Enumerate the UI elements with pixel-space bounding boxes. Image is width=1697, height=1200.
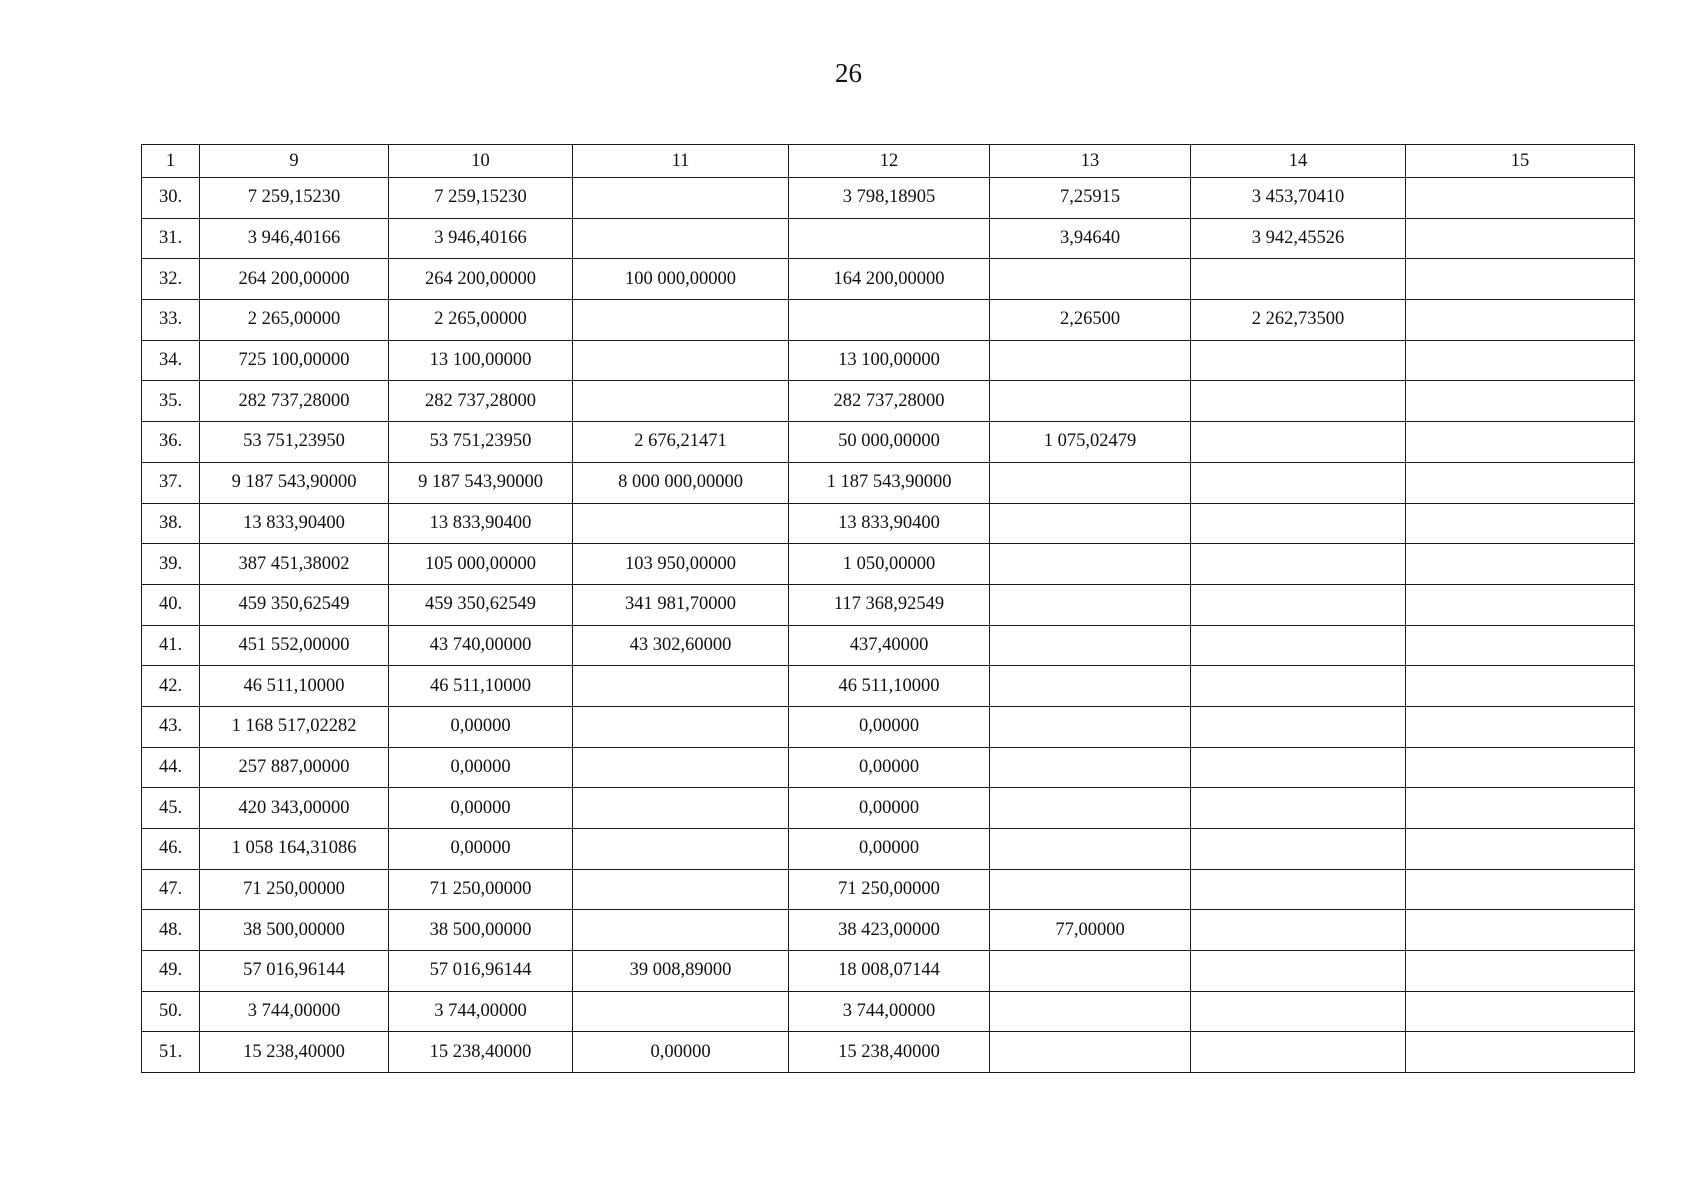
table-cell: 105 000,00000 — [389, 544, 573, 585]
table-cell: 7 259,15230 — [200, 178, 389, 219]
row-number-cell: 42. — [142, 666, 200, 707]
table-cell: 282 737,28000 — [200, 381, 389, 422]
table-cell — [1191, 381, 1406, 422]
row-number-cell: 49. — [142, 951, 200, 992]
table-cell — [990, 544, 1191, 585]
table-row — [142, 422, 1635, 463]
table-cell — [1191, 951, 1406, 992]
table-cell — [1406, 869, 1635, 910]
table-cell — [789, 300, 990, 341]
table-cell — [573, 381, 789, 422]
table-cell: 103 950,00000 — [573, 544, 789, 585]
table-cell: 13 833,90400 — [789, 503, 990, 544]
column-header: 11 — [573, 145, 789, 178]
table-cell: 3,94640 — [990, 218, 1191, 259]
table-cell: 100 000,00000 — [573, 259, 789, 300]
row-number-cell: 34. — [142, 340, 200, 381]
table-cell — [573, 340, 789, 381]
table-cell: 282 737,28000 — [789, 381, 990, 422]
column-header: 9 — [200, 145, 389, 178]
table-cell: 1 050,00000 — [789, 544, 990, 585]
table-cell — [990, 991, 1191, 1032]
table-cell — [1191, 910, 1406, 951]
table-cell — [1406, 178, 1635, 219]
table-cell — [1406, 503, 1635, 544]
table-cell: 15 238,40000 — [200, 1032, 389, 1073]
table-cell: 437,40000 — [789, 625, 990, 666]
table-cell: 46 511,10000 — [200, 666, 389, 707]
table-cell — [1406, 706, 1635, 747]
table-cell — [573, 747, 789, 788]
table-cell: 282 737,28000 — [389, 381, 573, 422]
table-row — [142, 625, 1635, 666]
table-cell: 3 942,45526 — [1191, 218, 1406, 259]
table-cell: 7 259,15230 — [389, 178, 573, 219]
table-cell: 341 981,70000 — [573, 584, 789, 625]
table-cell: 264 200,00000 — [200, 259, 389, 300]
table-cell — [1191, 788, 1406, 829]
row-number-cell: 40. — [142, 584, 200, 625]
table-cell — [990, 706, 1191, 747]
table-cell: 3 798,18905 — [789, 178, 990, 219]
table-cell — [990, 788, 1191, 829]
row-number-cell: 36. — [142, 422, 200, 463]
table-cell — [990, 666, 1191, 707]
table-cell: 2 265,00000 — [200, 300, 389, 341]
table-cell: 53 751,23950 — [200, 422, 389, 463]
row-number-cell: 37. — [142, 462, 200, 503]
table-cell — [573, 503, 789, 544]
table-cell: 1 168 517,02282 — [200, 706, 389, 747]
table-cell: 257 887,00000 — [200, 747, 389, 788]
table-cell — [1406, 747, 1635, 788]
table-row — [142, 829, 1635, 870]
table-cell: 0,00000 — [389, 788, 573, 829]
table-cell: 2 676,21471 — [573, 422, 789, 463]
table-row — [142, 381, 1635, 422]
table-cell: 0,00000 — [573, 1032, 789, 1073]
table-cell: 7,25915 — [990, 178, 1191, 219]
table-cell: 13 100,00000 — [789, 340, 990, 381]
table-cell: 3 946,40166 — [389, 218, 573, 259]
table-cell: 38 500,00000 — [200, 910, 389, 951]
table-cell: 38 500,00000 — [389, 910, 573, 951]
table-cell: 43 302,60000 — [573, 625, 789, 666]
table-cell — [573, 666, 789, 707]
table-cell — [573, 218, 789, 259]
table-cell: 0,00000 — [789, 706, 990, 747]
table-cell — [573, 869, 789, 910]
table-cell — [573, 178, 789, 219]
table-row — [142, 340, 1635, 381]
table-cell — [1406, 381, 1635, 422]
table-cell: 0,00000 — [389, 747, 573, 788]
table-cell: 3 744,00000 — [200, 991, 389, 1032]
table-cell — [1191, 503, 1406, 544]
table-cell: 39 008,89000 — [573, 951, 789, 992]
table-row — [142, 178, 1635, 219]
table-row — [142, 788, 1635, 829]
table-cell — [1406, 829, 1635, 870]
table-cell: 459 350,62549 — [389, 584, 573, 625]
table-cell — [1191, 1032, 1406, 1073]
row-number-cell: 46. — [142, 829, 200, 870]
table-cell: 15 238,40000 — [389, 1032, 573, 1073]
table-cell — [1191, 625, 1406, 666]
table-cell: 9 187 543,90000 — [389, 462, 573, 503]
row-number-cell: 44. — [142, 747, 200, 788]
table-cell: 0,00000 — [389, 829, 573, 870]
table-cell: 1 075,02479 — [990, 422, 1191, 463]
table-row — [142, 951, 1635, 992]
table-row — [142, 259, 1635, 300]
table-cell — [573, 829, 789, 870]
table-cell: 8 000 000,00000 — [573, 462, 789, 503]
column-header: 1 — [142, 145, 200, 178]
table-cell: 57 016,96144 — [389, 951, 573, 992]
table-cell — [789, 218, 990, 259]
row-number-cell: 33. — [142, 300, 200, 341]
table-cell: 15 238,40000 — [789, 1032, 990, 1073]
table-cell — [1406, 666, 1635, 707]
table-cell — [990, 462, 1191, 503]
table-cell: 71 250,00000 — [389, 869, 573, 910]
table-cell: 164 200,00000 — [789, 259, 990, 300]
table-row — [142, 869, 1635, 910]
table-cell — [1406, 218, 1635, 259]
table-row — [142, 991, 1635, 1032]
column-header: 13 — [990, 145, 1191, 178]
table-cell: 3 946,40166 — [200, 218, 389, 259]
table-cell: 53 751,23950 — [389, 422, 573, 463]
table-row — [142, 544, 1635, 585]
table-cell: 50 000,00000 — [789, 422, 990, 463]
table-cell — [1191, 666, 1406, 707]
table-cell — [1191, 340, 1406, 381]
table-cell: 2,26500 — [990, 300, 1191, 341]
table-cell — [1406, 991, 1635, 1032]
table-cell: 18 008,07144 — [789, 951, 990, 992]
row-number-cell: 39. — [142, 544, 200, 585]
row-number-cell: 35. — [142, 381, 200, 422]
column-header: 14 — [1191, 145, 1406, 178]
table-cell: 1 187 543,90000 — [789, 462, 990, 503]
row-number-cell: 45. — [142, 788, 200, 829]
table-cell — [1406, 1032, 1635, 1073]
table-row — [142, 1032, 1635, 1073]
table-cell: 459 350,62549 — [200, 584, 389, 625]
table-cell — [573, 910, 789, 951]
header-row — [142, 145, 1635, 178]
column-header: 15 — [1406, 145, 1635, 178]
table-cell: 1 058 164,31086 — [200, 829, 389, 870]
table-cell: 46 511,10000 — [789, 666, 990, 707]
table-cell: 71 250,00000 — [789, 869, 990, 910]
table-header — [142, 145, 1635, 178]
table-cell — [1191, 422, 1406, 463]
column-header: 12 — [789, 145, 990, 178]
table-cell — [990, 951, 1191, 992]
table-cell: 725 100,00000 — [200, 340, 389, 381]
data-table — [141, 144, 1635, 1073]
table-cell — [1406, 625, 1635, 666]
row-number-cell: 31. — [142, 218, 200, 259]
page-number: 26 — [835, 58, 862, 88]
table-cell — [1406, 584, 1635, 625]
row-number-cell: 32. — [142, 259, 200, 300]
table-cell — [1406, 422, 1635, 463]
table-cell: 9 187 543,90000 — [200, 462, 389, 503]
table-row — [142, 584, 1635, 625]
table-cell: 38 423,00000 — [789, 910, 990, 951]
table-cell — [990, 829, 1191, 870]
table-cell — [1191, 462, 1406, 503]
table-cell: 3 744,00000 — [789, 991, 990, 1032]
table-body — [142, 178, 1635, 1073]
table-cell — [990, 869, 1191, 910]
table-cell — [1191, 584, 1406, 625]
table-cell: 264 200,00000 — [389, 259, 573, 300]
table-cell: 43 740,00000 — [389, 625, 573, 666]
table-row — [142, 218, 1635, 259]
table-cell — [990, 1032, 1191, 1073]
table-cell: 0,00000 — [789, 747, 990, 788]
table-cell — [1406, 910, 1635, 951]
table-cell — [990, 503, 1191, 544]
table-cell: 13 100,00000 — [389, 340, 573, 381]
table-cell: 117 368,92549 — [789, 584, 990, 625]
row-number-cell: 43. — [142, 706, 200, 747]
table-row — [142, 747, 1635, 788]
table-cell — [1191, 544, 1406, 585]
table-cell: 13 833,90400 — [389, 503, 573, 544]
table-row — [142, 706, 1635, 747]
table-cell — [1406, 462, 1635, 503]
table-cell: 2 265,00000 — [389, 300, 573, 341]
table-cell: 71 250,00000 — [200, 869, 389, 910]
row-number-cell: 50. — [142, 991, 200, 1032]
table-cell: 2 262,73500 — [1191, 300, 1406, 341]
table-cell — [1191, 829, 1406, 870]
table-cell — [990, 747, 1191, 788]
table-cell — [1191, 991, 1406, 1032]
table-cell — [1406, 340, 1635, 381]
column-header: 10 — [389, 145, 573, 178]
table-cell: 420 343,00000 — [200, 788, 389, 829]
table-cell — [1406, 788, 1635, 829]
table-row — [142, 503, 1635, 544]
row-number-cell: 30. — [142, 178, 200, 219]
table-row — [142, 300, 1635, 341]
table-cell — [1191, 869, 1406, 910]
table-cell — [573, 991, 789, 1032]
table-cell: 77,00000 — [990, 910, 1191, 951]
table-cell: 0,00000 — [389, 706, 573, 747]
table-cell: 13 833,90400 — [200, 503, 389, 544]
table-cell — [990, 381, 1191, 422]
table-cell — [1191, 747, 1406, 788]
row-number-cell: 41. — [142, 625, 200, 666]
table-row — [142, 462, 1635, 503]
table-cell: 0,00000 — [789, 788, 990, 829]
table-row — [142, 910, 1635, 951]
table-cell: 46 511,10000 — [389, 666, 573, 707]
table-cell — [1406, 300, 1635, 341]
table-cell — [1406, 951, 1635, 992]
table-cell: 3 744,00000 — [389, 991, 573, 1032]
table-cell — [990, 340, 1191, 381]
table-cell: 451 552,00000 — [200, 625, 389, 666]
row-number-cell: 51. — [142, 1032, 200, 1073]
row-number-cell: 48. — [142, 910, 200, 951]
row-number-cell: 47. — [142, 869, 200, 910]
table-cell — [1191, 706, 1406, 747]
table-cell: 387 451,38002 — [200, 544, 389, 585]
table-row — [142, 666, 1635, 707]
table-cell — [990, 584, 1191, 625]
table-cell — [573, 788, 789, 829]
table-cell: 3 453,70410 — [1191, 178, 1406, 219]
table-cell — [1406, 544, 1635, 585]
table-cell — [1406, 259, 1635, 300]
row-number-cell: 38. — [142, 503, 200, 544]
table-cell: 0,00000 — [789, 829, 990, 870]
table-cell — [573, 706, 789, 747]
table-cell — [573, 300, 789, 341]
table-cell — [990, 625, 1191, 666]
table-cell — [990, 259, 1191, 300]
table-cell: 57 016,96144 — [200, 951, 389, 992]
table-cell — [1191, 259, 1406, 300]
